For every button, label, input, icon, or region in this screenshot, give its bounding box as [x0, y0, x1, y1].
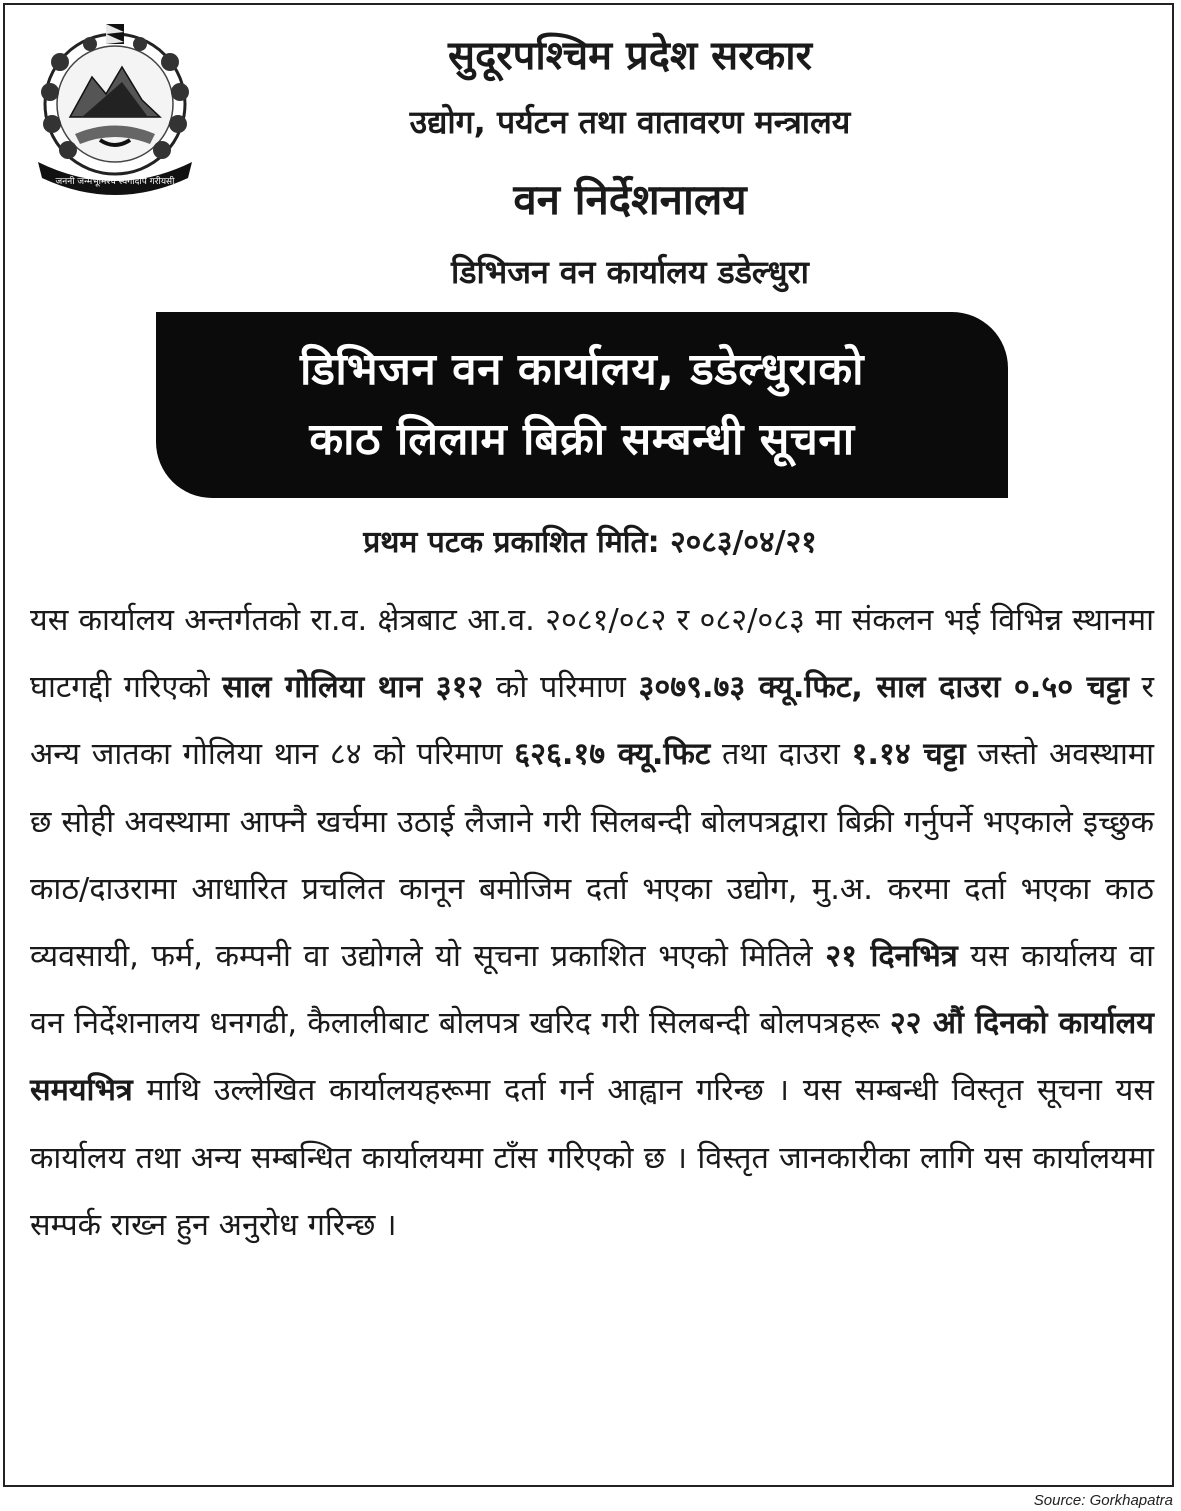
body-emphasis: ६२६.१७ क्यू.फिट	[514, 737, 711, 773]
publication-date: प्रथम पटक प्रकाशित मिति: २०८३/०४/२१	[363, 525, 817, 560]
source-credit: Source: Gorkhapatra	[1033, 1492, 1173, 1509]
body-emphasis: २२ औं दिनको कार्यालय समयभित्र	[30, 1006, 1154, 1109]
body-text: यस कार्यालय वा वन निर्देशनालय धनगढी, कैलालीबाट बोलपत्र खरिद गरी सिलबन्दी बोलपत्रहरू	[30, 939, 1154, 1042]
body-text: माथि उल्लेखित कार्यालयहरूमा दर्ता गर्न आह्वान गरिन्छ । यस सम्बन्धी विस्तृत सूचना यस कार्यालय तथा अन्य सम्बन्धित कार्यालयमा टाँस गरिएको छ । विस्तृत जानकारीका लागि यस कार्यालयमा सम्पर्क राख्न हुन अनुरोध गरिन्छ ।	[30, 1073, 1154, 1243]
body-text: तथा दाउरा	[710, 737, 852, 773]
body-emphasis: ३०७९.७३ क्यू.फिट, साल दाउरा ०.५० चट्टा	[638, 670, 1129, 706]
nepal-government-emblem-icon	[20, 22, 210, 197]
directorate-title: वन निर्देशनालय	[513, 175, 747, 224]
emblem-motto: जननी जन्मभूमिश्च स्वर्गादपि गरीयसी	[55, 177, 175, 187]
body-text: यस कार्यालय अन्तर्गतको रा.व. क्षेत्रबाट आ.व. २०८१/०८२ र ०८२/०८३ मा संकलन भई विभिन्न स्थानमा घाटगद्दी गरिएको	[30, 603, 1154, 706]
notice-body	[30, 587, 1154, 1259]
province-government-title: सुदूरपश्चिम प्रदेश सरकार	[448, 33, 812, 79]
body-emphasis: साल गोलिया थान ३१२	[222, 670, 484, 706]
ministry-title: उद्योग, पर्यटन तथा वातावरण मन्त्रालय	[409, 103, 851, 141]
notice-banner	[156, 312, 1008, 498]
body-text: को परिमाण	[483, 670, 639, 706]
body-text: जस्तो अवस्थामा छ सोही अवस्थामा आफ्नै खर्चमा उठाई लैजाने गरी सिलबन्दी बोलपत्रद्वारा बिक्री गर्नुपर्ने भएकाले इच्छुक काठ/दाउरामा आधारित प्रचलित कानून बमोजिम दर्ता भएका उद्योग, मु.अ. करमा दर्ता भएका काठ व्यवसायी, फर्म, कम्पनी वा उद्योगले यो सूचना प्रकाशित भएको मितिले	[30, 737, 1155, 975]
body-emphasis: १.१४ चट्टा	[851, 737, 966, 773]
body-emphasis: २१ दिनभित्र	[825, 939, 958, 975]
division-office-title: डिभिजन वन कार्यालय डडेल्धुरा	[451, 253, 809, 291]
banner-line-1: डिभिजन वन कार्यालय, डडेल्धुराको	[299, 344, 865, 395]
body-text: र अन्य जातका गोलिया थान ८४ को परिमाण	[30, 670, 1155, 773]
banner-line-2: काठ लिलाम बिक्री सम्बन्धी सूचना	[309, 414, 855, 465]
